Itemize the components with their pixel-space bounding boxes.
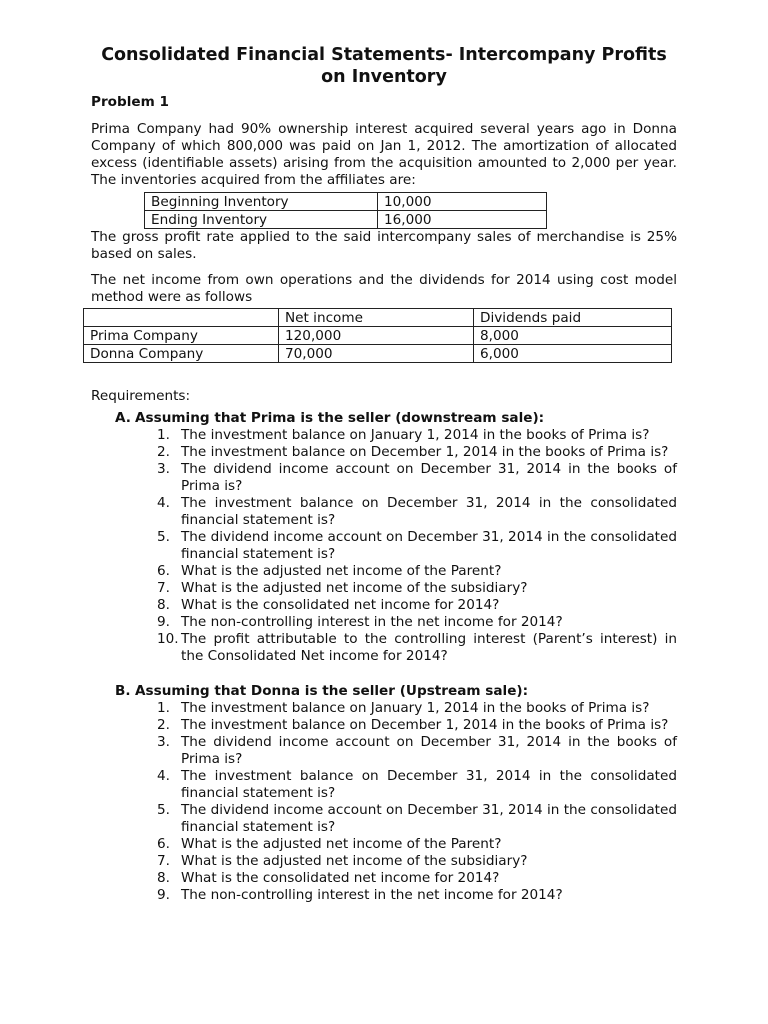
table-header-cell: Dividends paid [474,309,672,327]
list-item [157,563,677,580]
table-cell: Ending Inventory [145,211,378,229]
question-text: What is the adjusted net income of the Parent? [181,836,502,852]
title-line-2: on Inventory [321,67,447,87]
section-heading-text: Assuming that Prima is the seller (downstream sale): [135,410,545,426]
question-text: The investment balance on December 31, 2014 in the consolidated financial statement is? [181,768,677,801]
question-number: 3. [157,461,170,477]
question-number: 5. [157,802,170,818]
gross-profit-paragraph: The gross profit rate applied to the said intercompany sales of merchandise is 25% based on sales. [91,229,677,262]
table-cell: 16,000 [378,211,547,229]
list-item [157,529,677,563]
question-number: 2. [157,444,170,460]
problem-heading: Problem 1 [91,94,169,110]
list-item [157,802,677,836]
question-number: 7. [157,580,170,596]
table-header-row [84,309,672,327]
net-income-paragraph: The net income from own operations and the dividends for 2014 using cost model method were as follows [91,272,677,305]
table-header-cell [84,309,279,327]
question-text: What is the adjusted net income of the subsidiary? [181,853,528,869]
question-number: 10. [157,631,179,647]
table-cell: Beginning Inventory [145,193,378,211]
table-cell: 6,000 [474,345,672,363]
question-number: 9. [157,887,170,903]
question-number: 1. [157,700,170,716]
question-text: The non-controlling interest in the net income for 2014? [181,614,563,630]
question-number: 7. [157,853,170,869]
question-text: The investment balance on December 31, 2014 in the consolidated financial statement is? [181,495,677,528]
table-row [84,345,672,363]
table-row [145,193,547,211]
question-text: What is the adjusted net income of the Parent? [181,563,502,579]
section-a-heading [115,410,677,427]
question-list-a [157,427,677,665]
list-item [157,853,677,870]
table-cell: Prima Company [84,327,279,345]
inventory-table [144,192,547,229]
table-cell: Donna Company [84,345,279,363]
section-a [115,410,677,665]
intro-paragraph: Prima Company had 90% ownership interest acquired several years ago in Donna Company of which 800,000 was paid on Jan 1, 2012. The amortization of allocated excess (identifiable assets) arising from the acquisition amounted to 2,000 per year. The inventories acquired from the affiliates are: [91,121,677,188]
question-number: 5. [157,529,170,545]
section-b-heading [115,683,677,700]
list-item [157,700,677,717]
table-cell: 70,000 [279,345,474,363]
list-item [157,870,677,887]
list-item [157,717,677,734]
question-list-b [157,700,677,904]
question-number: 6. [157,563,170,579]
question-text: The profit attributable to the controlling interest (Parent’s interest) in the Consolidated Net income for 2014? [181,631,677,664]
question-text: The non-controlling interest in the net income for 2014? [181,887,563,903]
title-line-1: Consolidated Financial Statements- Intercompany Profits [101,45,667,65]
list-item [157,597,677,614]
table-row [145,211,547,229]
table-cell: 8,000 [474,327,672,345]
question-number: 4. [157,768,170,784]
question-number: 8. [157,597,170,613]
question-number: 3. [157,734,170,750]
list-item [157,887,677,904]
question-number: 6. [157,836,170,852]
list-item [157,427,677,444]
table-cell: 120,000 [279,327,474,345]
list-item [157,461,677,495]
list-item [157,836,677,853]
section-letter: A. [115,410,131,426]
list-item [157,614,677,631]
question-number: 9. [157,614,170,630]
list-item [157,631,677,665]
question-text: The dividend income account on December 31, 2014 in the consolidated financial statement is? [181,802,677,835]
question-text: The dividend income account on December 31, 2014 in the consolidated financial statement is? [181,529,677,562]
question-text: What is the consolidated net income for 2014? [181,597,500,613]
question-text: What is the consolidated net income for 2014? [181,870,500,886]
question-number: 8. [157,870,170,886]
list-item [157,495,677,529]
question-text: The investment balance on January 1, 2014 in the books of Prima is? [181,700,650,716]
table-cell: 10,000 [378,193,547,211]
question-text: The investment balance on December 1, 2014 in the books of Prima is? [181,717,669,733]
question-text: The investment balance on December 1, 2014 in the books of Prima is? [181,444,669,460]
list-item [157,444,677,461]
question-text: The dividend income account on December 31, 2014 in the books of Prima is? [181,734,677,767]
list-item [157,768,677,802]
question-number: 1. [157,427,170,443]
table-row [84,327,672,345]
question-text: The dividend income account on December 31, 2014 in the books of Prima is? [181,461,677,494]
question-text: What is the adjusted net income of the subsidiary? [181,580,528,596]
list-item [157,734,677,768]
question-number: 2. [157,717,170,733]
requirements-label: Requirements: [91,388,191,404]
section-letter: B. [115,683,131,699]
question-text: The investment balance on January 1, 2014 in the books of Prima is? [181,427,650,443]
document-title [91,44,677,88]
list-item [157,580,677,597]
section-heading-text: Assuming that Donna is the seller (Upstream sale): [135,683,529,699]
table-header-cell: Net income [279,309,474,327]
section-b [115,683,677,904]
income-table [83,308,672,363]
question-number: 4. [157,495,170,511]
